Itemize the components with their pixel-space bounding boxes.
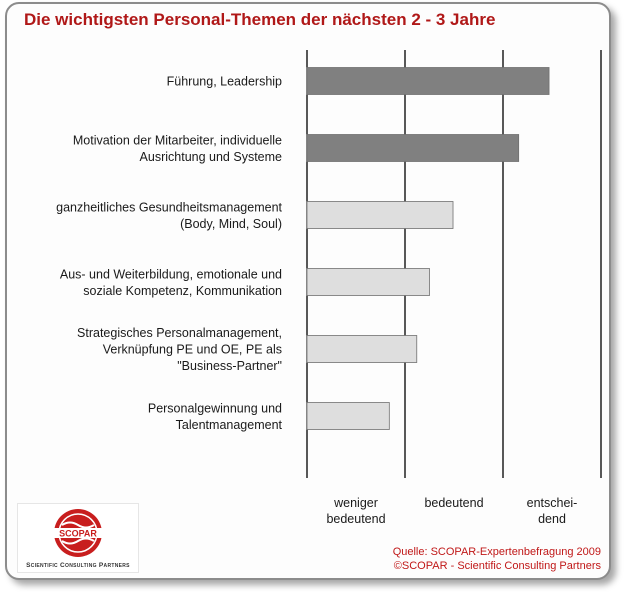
bar-1 bbox=[307, 68, 549, 95]
bar-4 bbox=[307, 269, 430, 296]
source-note bbox=[393, 545, 601, 573]
category-label-2: Motivation der Mitarbeiter, individuelle Ausrichtung und Systeme bbox=[72, 133, 282, 164]
category-label-4: Aus- und Weiterbildung, emotionale und soziale Kompetenz, Kommunikation bbox=[59, 267, 282, 298]
bar-2 bbox=[307, 135, 519, 162]
scopar-logo bbox=[17, 503, 139, 573]
category-label-3: ganzheitliches Gesundheitsmanagement (Body, Mind, Soul) bbox=[56, 200, 282, 231]
source-line-2: ©SCOPAR - Scientific Consulting Partners bbox=[393, 560, 601, 572]
category-labels bbox=[56, 75, 282, 432]
x-tick-label-1: weniger bedeutend bbox=[326, 496, 386, 526]
bar-5 bbox=[307, 336, 417, 363]
logo-text: Scientific Consulting Partners bbox=[26, 562, 130, 569]
bar-6 bbox=[307, 403, 389, 430]
source-line-1: Quelle: SCOPAR-Expertenbefragung 2009 bbox=[392, 546, 601, 558]
bars bbox=[307, 68, 549, 430]
bar-3 bbox=[307, 202, 453, 229]
category-label-5: Strategisches Personalmanagement, Verknüpfung PE und OE, PE als "Business-Partner" bbox=[77, 326, 282, 373]
scopar-emblem-icon bbox=[18, 504, 138, 562]
logo-badge-text: SCOPAR bbox=[59, 528, 97, 539]
x-tick-label-2: bedeutend bbox=[424, 496, 484, 510]
category-label-6: Personalgewinnung und Talentmanagement bbox=[147, 401, 282, 432]
category-label-1: Führung, Leadership bbox=[166, 74, 282, 89]
chart-title: Die wichtigsten Personal-Themen der nächsten 2 - 3 Jahre bbox=[24, 10, 496, 29]
x-tick-label-3: entschei-dend bbox=[526, 496, 578, 526]
x-tick-labels bbox=[326, 496, 577, 526]
